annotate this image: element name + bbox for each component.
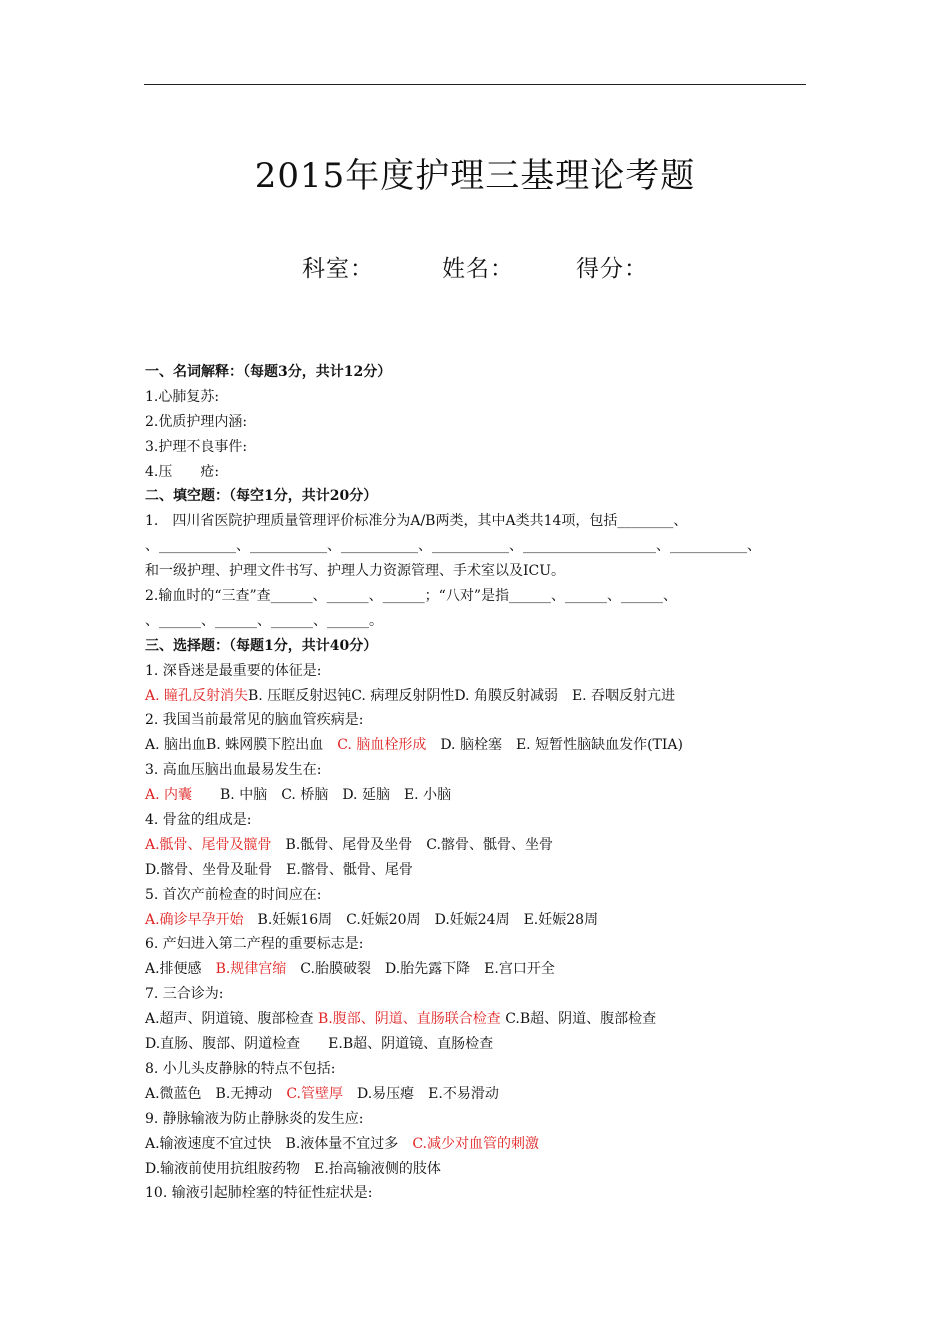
question-stem: 3. 高血压脑出血最易发生在: [145, 762, 322, 779]
fill-blank-line: 和一级护理、护理文件书写、护理人力资源管理、手术室以及ICU。 [145, 563, 566, 580]
question-item: 1.心肺复苏: [145, 388, 220, 405]
options-line [145, 1082, 810, 1107]
page-title: 2015年度护理三基理论考题 [254, 156, 696, 196]
options-line [145, 1132, 810, 1157]
question-stem: 5. 首次产前检查的时间应在: [145, 886, 322, 903]
fill-blank-line: 、___________、___________、___________、___________、___________________、___________、 [145, 538, 761, 555]
options-text: A.超声、阴道镜、腹部检查 [145, 1011, 319, 1028]
correct-answer: C.管壁厚 [286, 1085, 343, 1102]
options-line [145, 957, 810, 982]
score-label: 得分： [576, 256, 648, 282]
fill-blank-line: 1. 四川省医院护理质量管理评价标准分为A/B两类，其中A类共14项，包括________、 [145, 513, 688, 530]
options-line [145, 684, 810, 709]
question-stem: 6. 产妇进入第二产程的重要标志是: [145, 936, 364, 953]
section-heading: 一、名词解释：（每题3分，共计12分） [145, 364, 392, 380]
dept-label: 科室： [302, 256, 374, 282]
options-text: D.易压瘪 E.不易滑动 [342, 1085, 499, 1102]
options-text: A.排便感 [145, 961, 216, 978]
options-text: B. 中脑 C. 桥脑 D. 延脑 E. 小脑 [192, 787, 452, 804]
question-stem: 10. 输液引起肺栓塞的特征性症状是: [145, 1185, 373, 1202]
question-stem: 4. 骨盆的组成是: [145, 812, 252, 829]
options-text: C.B超、阴道、腹部检查 [500, 1011, 657, 1028]
options-text: A.微蓝色 B.无搏动 [145, 1085, 287, 1102]
exam-body [145, 360, 810, 1206]
correct-answer: A.确诊早孕开始 [145, 911, 244, 928]
correct-answer: C. 脑血栓形成 [337, 737, 427, 754]
question-item: 4.压 疮: [145, 463, 220, 480]
options-text: A.输液速度不宜过快 B.液体量不宜过多 [145, 1135, 413, 1152]
options-text: B.妊娠16周 C.妊娠20周 D.妊娠24周 E.妊娠28周 [243, 911, 599, 928]
question-item: 2.优质护理内涵: [145, 413, 248, 430]
question-stem: 7. 三合诊为: [145, 986, 224, 1003]
correct-answer: A.骶骨、尾骨及髋骨 [145, 836, 272, 853]
correct-answer: A. 瞳孔反射消失 [145, 687, 249, 704]
correct-answer: A. 内囊 [145, 787, 193, 804]
correct-answer: B.腹部、阴道、直肠联合检查 [318, 1011, 501, 1028]
fill-blank-line: 2.输血时的“三查”查______、______、______；“八对”是指______、______、______、 [145, 588, 677, 605]
section-heading: 二、填空题：（每空1分，共计20分） [145, 488, 378, 505]
question-stem: 9. 静脉输液为防止静脉炎的发生应: [145, 1110, 364, 1127]
options-line [145, 908, 810, 933]
question-stem: 2. 我国当前最常见的脑血管疾病是: [145, 712, 364, 729]
fill-blank-line: 、______、______、______、______。 [145, 612, 383, 629]
options-line: D.髂骨、坐骨及耻骨 E.髂骨、骶骨、尾骨 [145, 861, 413, 878]
options-line: D.直肠、腹部、阴道检查 E.B超、阴道镜、直肠检查 [145, 1036, 494, 1053]
name-label: 姓名： [442, 256, 514, 282]
options-line [145, 833, 810, 858]
options-text: B. 压眶反射迟钝C. 病理反射阴性D. 角膜反射减弱 E. 吞咽反射亢进 [248, 687, 676, 704]
options-text: A. 脑出血B. 蛛网膜下腔出血 [145, 737, 338, 754]
correct-answer: C.减少对血管的刺激 [412, 1135, 539, 1152]
options-line: D.输液前使用抗组胺药物 E.抬高输液侧的肢体 [145, 1160, 441, 1177]
correct-answer: B.规律宫缩 [215, 961, 287, 978]
options-line [145, 783, 810, 808]
options-text: C.胎膜破裂 D.胎先露下降 E.宫口开全 [286, 961, 555, 978]
section-heading: 三、选择题：（每题1分，共计40分） [145, 637, 378, 654]
options-line [145, 1007, 810, 1032]
question-stem: 8. 小儿头皮静脉的特点不包括: [145, 1060, 336, 1077]
header-rule [144, 84, 806, 85]
options-text: D. 脑栓塞 E. 短暂性脑缺血发作(TIA) [426, 737, 683, 754]
exam-info-row [0, 250, 950, 283]
options-line [145, 733, 810, 758]
question-stem: 1. 深昏迷是最重要的体征是: [145, 662, 322, 679]
options-text: B.骶骨、尾骨及坐骨 C.髂骨、骶骨、坐骨 [271, 836, 553, 853]
question-item: 3.护理不良事件: [145, 438, 248, 455]
